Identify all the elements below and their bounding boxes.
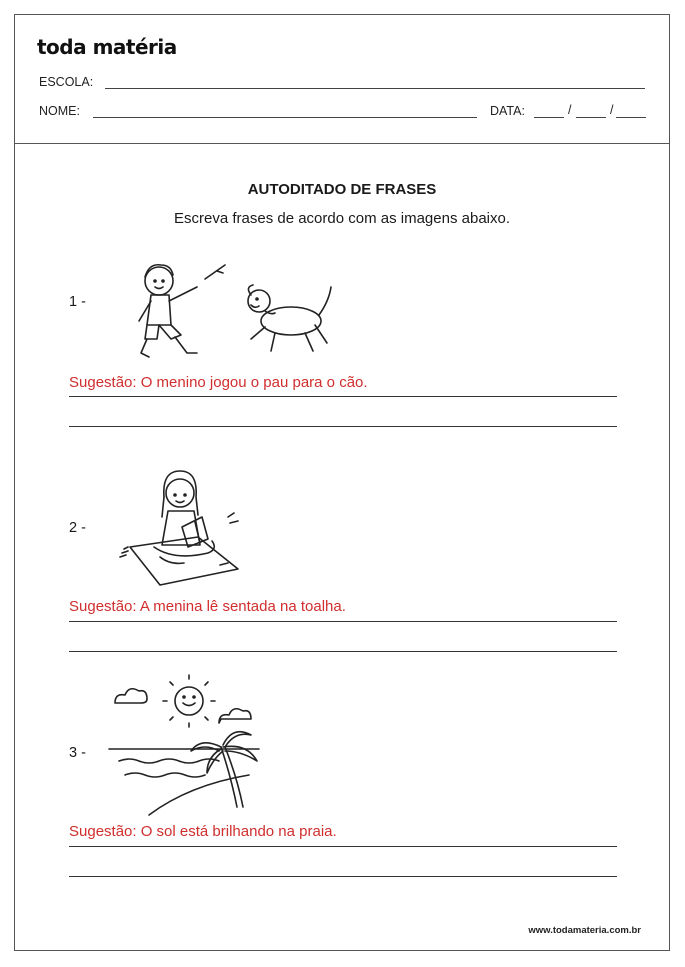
name-label: NOME:: [39, 104, 80, 118]
date-separator-1: /: [568, 103, 572, 117]
writing-line-1a[interactable]: [69, 396, 617, 397]
suggestion-text-3: Sugestão: O sol está brilhando na praia.: [69, 823, 337, 840]
writing-line-3b[interactable]: [69, 876, 617, 877]
activity-title: AUTODITADO DE FRASES: [247, 181, 437, 198]
item-number-3: 3 -: [69, 745, 86, 761]
date-year-line[interactable]: [616, 117, 646, 118]
suggestion-text-1: Sugestão: O menino jogou o pau para o cão.: [69, 374, 368, 391]
school-field-line[interactable]: [105, 88, 645, 89]
suggestion-text-2: Sugestão: A menina lê sentada na toalha.: [69, 598, 346, 615]
website-url: www.todamateria.com.br: [528, 925, 641, 936]
sun-over-beach-with-palm-icon: [109, 675, 275, 815]
item-number-2: 2 -: [69, 520, 86, 536]
writing-line-2b[interactable]: [69, 651, 617, 652]
boy-throwing-stick-to-dog-icon: [125, 243, 345, 365]
girl-reading-on-towel-icon: [110, 461, 250, 591]
writing-line-2a[interactable]: [69, 621, 617, 622]
date-separator-2: /: [610, 103, 614, 117]
worksheet-header: [15, 15, 669, 144]
worksheet: [14, 14, 670, 951]
writing-line-1b[interactable]: [69, 426, 617, 427]
date-day-line[interactable]: [534, 117, 564, 118]
writing-line-3a[interactable]: [69, 846, 617, 847]
date-label: DATA:: [490, 104, 525, 118]
activity-instruction: Escreva frases de acordo com as imagens abaixo.: [174, 210, 510, 227]
school-label: ESCOLA:: [39, 75, 94, 89]
item-number-1: 1 -: [69, 294, 86, 310]
brand-logo: toda matéria: [37, 35, 177, 59]
name-field-line[interactable]: [93, 117, 477, 118]
date-month-line[interactable]: [576, 117, 606, 118]
